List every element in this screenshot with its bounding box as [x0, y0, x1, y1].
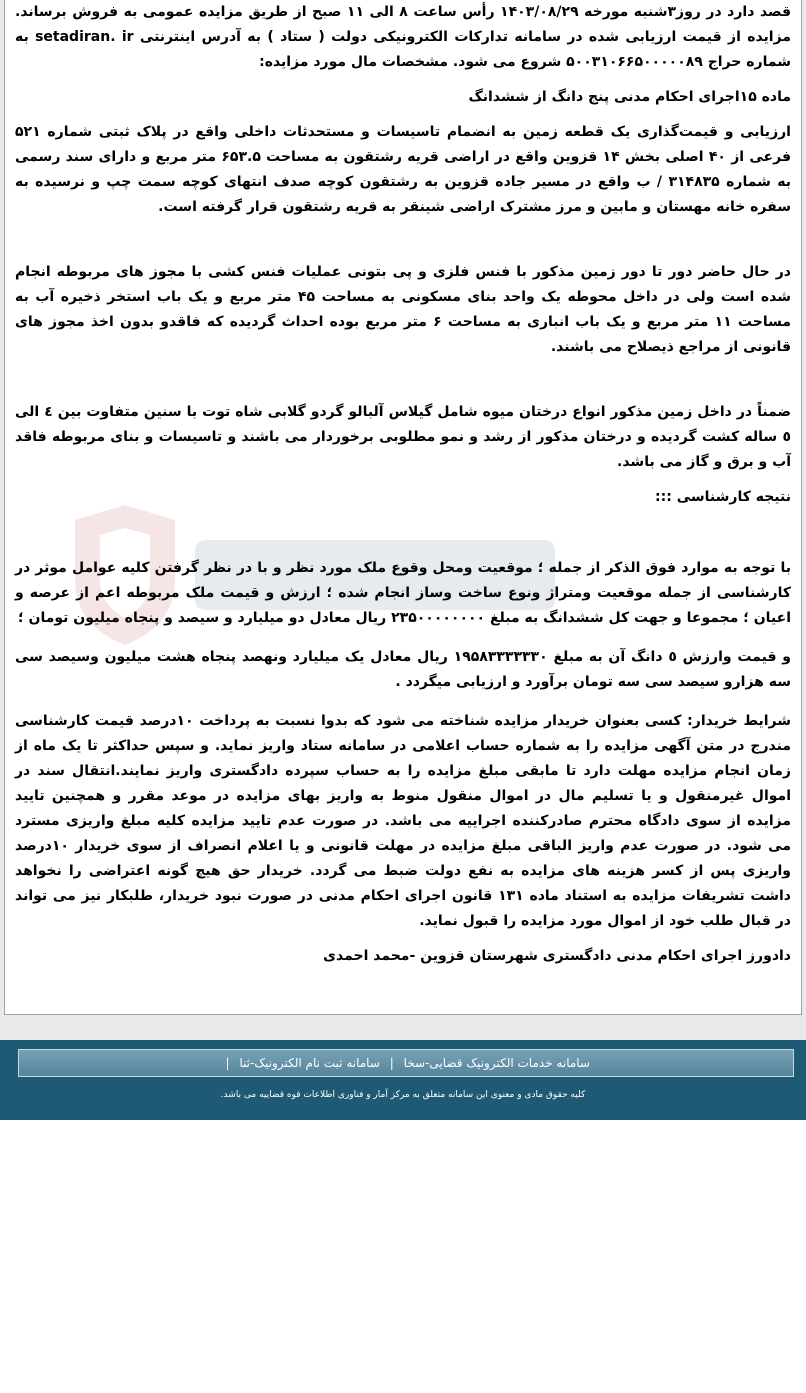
- result-heading: نتیجه کارشناسی :::: [655, 489, 791, 505]
- article-line: ماده ۱۵اجرای احکام مدنی پنج دانگ از ششدانگ: [468, 89, 791, 105]
- footer-separator: |: [389, 1056, 394, 1070]
- document-content: [5, 0, 801, 969]
- footer-link-sana[interactable]: سامانه ثبت نام الکترونیک-ثنا: [239, 1056, 380, 1070]
- footer-links-bar: [18, 1049, 794, 1077]
- trees-description: ضمناً در داخل زمین مذکور انواع درختان میوه شامل گیلاس آلبالو گردو گلابی شاه توت با سنین متفاوت بین ٤ الی ٥ ساله کشت گردیده و درختان مذکور از رشد و نمو مطلوبی برخوردار می باشند و تاسیسات و بنای مربوطه فاقد آب و برق و گاز می باشد.: [15, 404, 792, 470]
- footer-separator-end: |: [225, 1056, 230, 1070]
- buyer-conditions: شرایط خریدار: کسی بعنوان خریدار مزایده شناخته می شود که بدوا نسبت به پرداخت ۱۰درصد قیمت کارشناسی مندرج در متن آگهی مزایده را به شماره حساب اعلامی در سامانه ستاد واریز نماید. و سپس حداکثر تا یک ماه از زمان انجام مزایده مهلت دارد تا مابقی مبلغ مزایده را به حساب سپرده دادگستری واریز نمایند.انتقال سند در اموال غیرمنقول و یا تسلیم مال در اموال منقول منوط به واریز بهای مزایده در موعد مقرر و همچنین تایید مزایده از سوی دادگاه محترم صادرکننده اجراییه می باشد. در صورت عدم تایید مزایده کلیه مبلغ واریزی مسترد می شود. در صورت عدم واریز الباقی مبلغ مزایده در مهلت قانونی و یا اعلام انصراف از سوی خریدار ۱۰درصد واریزی پس از کسر هزینه های مزایده به نفع دولت ضبط می گردد. خریدار حق هیچ گونه اعتراضی را نخواهد داشت تشریفات مزایده به استناد ماده ۱۳۱ قانون اجرای احکام مدنی در صورت نبود خریدار، طلبکار نیز می تواند در قبال طلب خود از اموال مورد مزایده را قبول نماید.: [15, 713, 791, 929]
- valuation-paragraph: با توجه به موارد فوق الذکر از جمله ؛ موقعیت ومحل وقوع ملک مورد نظر و با در نظر گرفتن کلیه عوامل موثر در کارشناسی از جمله موقعیت ومتراژ ونوع ساخت وساز انجام شده ؛ ارزش و قیمت ملک مربوطه اعم از عرصه و اعیان ؛ مجموعا و جهت کل ششدانگ به مبلغ ۲۳۵۰۰۰۰۰۰۰۰ ریال معادل دو میلیارد و سیصد و پنجاه میلیون تومان ؛: [15, 560, 791, 626]
- five-dang-valuation: و قیمت وارزش ٥ دانگ آن به مبلغ ۱۹۵۸۳۳۳۳۳۳۰ ریال معادل یک میلیارد ونهصد پنجاه هشت میلیون وسیصد سی سه هزارو سیصد سی سه تومان برآورد و ارزیابی میگردد .: [15, 649, 791, 690]
- property-description: ارزیابی و قیمت‌گذاری یک قطعه زمین به انضمام تاسیسات و مستحدثات داخلی واقع در پلاک ثبتی شماره ۵۲۱ فرعی از ۴۰ اصلی بخش ۱۴ قزوین واقع در اراضی قریه رشتقون به مساحت ۶۵۳.۵ متر مربع و دارای سند رسمی به شماره ۳۱۴۸۳۵ / ب واقع در مسیر جاده قزوین به رشتقون کوچه صدف انتهای کوچه سمت چپ و نرسیده به سفره خانه مهستان و مابین و مرز مشترک اراضی شینقر به قریه رشتقون قرار گرفته است.: [15, 124, 791, 215]
- document-box: [4, 0, 802, 1015]
- signature: دادورز اجرای احکام مدنی دادگستری شهرستان قزوین -محمد احمدی: [323, 948, 791, 964]
- fence-description: در حال حاضر دور تا دور زمین مذکور با فنس فلزی و پی بتونی عملیات فنس کشی با مجوز های مربوطه انجام شده است ولی در داخل محوطه یک واحد بنای مسکونی به مساحت ۴۵ متر مربع و یک باب استخر ذخیره آب به مساحت ۱۱ متر مربع و یک باب انباری به مساحت ۶ متر مربع بوده احداث گردیده که فاقدو بدون اخذ مجوز های قانونی از مراجع ذیصلاح می باشند.: [15, 264, 791, 355]
- footer-copyright: کلیه حقوق مادی و معنوی این سامانه متعلق به مرکز آمار و فناوری اطلاعات قوه قضاییه می باشد.: [220, 1090, 586, 1100]
- intro-paragraph: قصد دارد در روز۳شنبه مورخه ۱۴۰۳/۰۸/۲۹ رأس ساعت ۸ الی ۱۱ صبح از طریق مزایده عمومی به فروش برساند. مزایده از قیمت ارزیابی شده در سامانه تدارکات الکترونیکی دولت ( ستاد ) به آدرس اینترنتی setadiran. ir به شماره حراج ۵۰۰۳۱۰۶۶۵۰۰۰۰۰۸۹ شروع می شود. مشخصات مال مورد مزایده:: [15, 4, 792, 70]
- footer-link-sakha[interactable]: سامانه خدمات الکترونیک قضایی-سخا: [403, 1056, 590, 1070]
- footer: [0, 1040, 806, 1120]
